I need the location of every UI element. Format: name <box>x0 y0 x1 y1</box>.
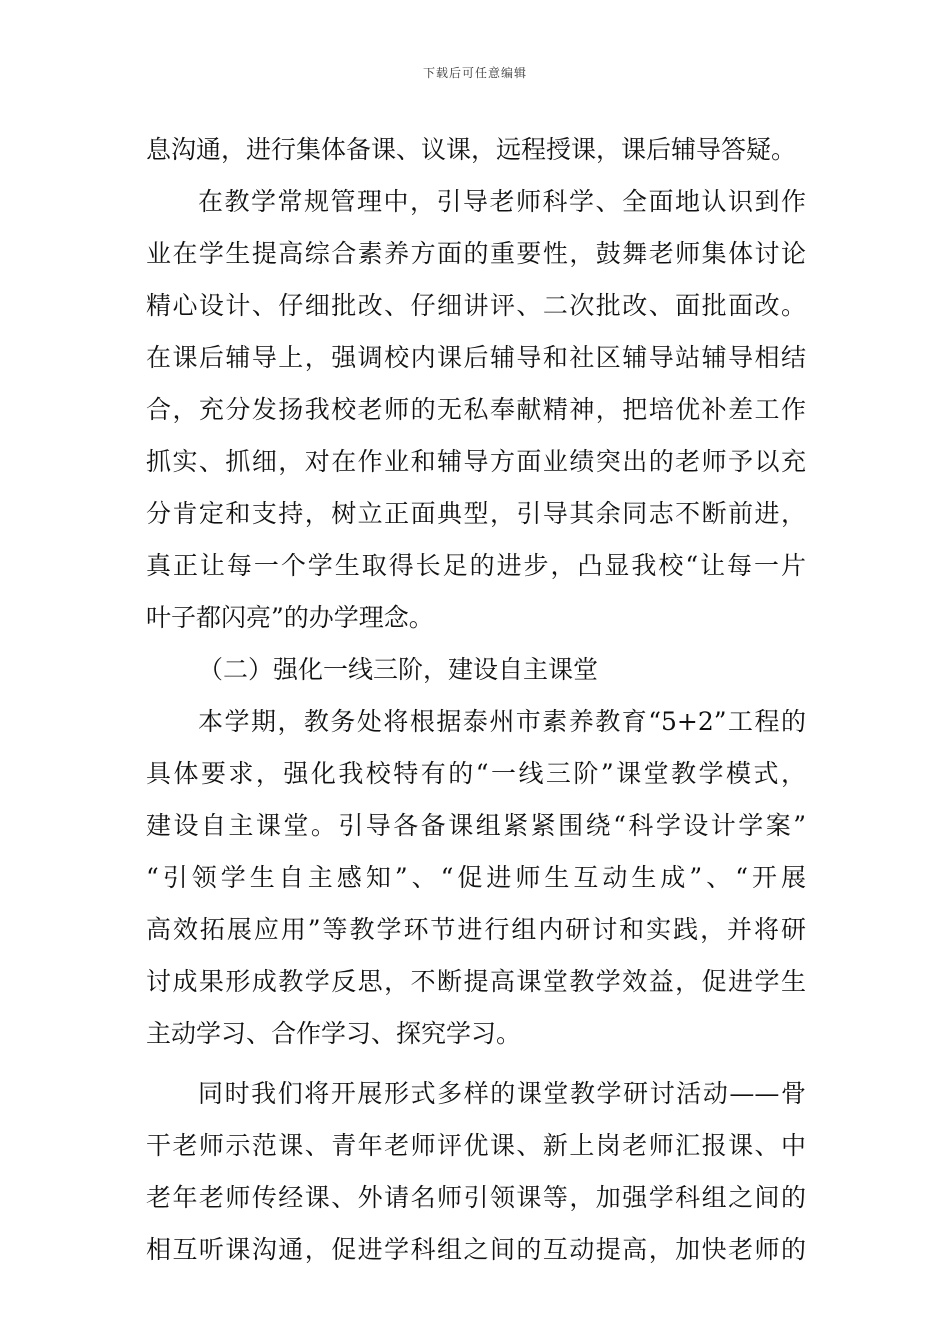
paragraph-line: 在教学常规管理中，引导老师科学、全面地认识到作 <box>198 187 806 216</box>
paragraph-line: 叶子都闪亮”的办学理念。 <box>146 603 434 632</box>
paragraph-line: 建设自主课堂。引导各备课组紧紧围绕“科学设计学案” <box>146 811 806 840</box>
paragraph-line: 业在学生提高综合素养方面的重要性，鼓舞老师集体讨论 <box>146 239 806 268</box>
paragraph-line: 主动学习、合作学习、探究学习。 <box>146 1019 522 1048</box>
page-header: 下载后可任意编辑 <box>422 66 527 80</box>
document-body <box>146 124 806 1276</box>
paragraph-line: 高效拓展应用”等教学环节进行组内研讨和实践，并将研 <box>146 915 806 944</box>
paragraph-line: 本学期，教务处将根据泰州市素养教育“5+2”工程的 <box>198 707 806 736</box>
paragraph-line: 在课后辅导上，强调校内课后辅导和社区辅导站辅导相结 <box>146 343 806 372</box>
paragraph-line: 真正让每一个学生取得长足的进步，凸显我校“让每一片 <box>146 551 806 580</box>
paragraph-line: “引领学生自主感知”、“促进师生互动生成”、“开展 <box>146 863 806 892</box>
paragraph-line: 老年老师传经课、外请名师引领课等，加强学科组之间的 <box>146 1183 806 1212</box>
paragraph-line: 讨成果形成教学反思，不断提高课堂教学效益，促进学生 <box>146 967 806 996</box>
paragraph-line: 精心设计、仔细批改、仔细讲评、二次批改、面批面改。 <box>146 291 806 320</box>
paragraph-line: 合，充分发扬我校老师的无私奉献精神，把培优补差工作 <box>146 395 806 424</box>
paragraph-line: 分肯定和支持，树立正面典型，引导其余同志不断前进， <box>146 499 806 528</box>
paragraph-line: 抓实、抓细，对在作业和辅导方面业绩突出的老师予以充 <box>146 447 806 476</box>
paragraph-line: 息沟通，进行集体备课、议课，远程授课，课后辅导答疑。 <box>146 135 797 164</box>
paragraph-line: 具体要求，强化我校特有的“一线三阶”课堂教学模式， <box>146 759 806 788</box>
paragraph-line: 同时我们将开展形式多样的课堂教学研讨活动——骨 <box>198 1079 806 1108</box>
section-heading: （二）强化一线三阶，建设自主课堂 <box>198 655 599 684</box>
paragraph-line: 干老师示范课、青年老师评优课、新上岗老师汇报课、中 <box>146 1131 806 1160</box>
paragraph-line: 相互听课沟通，促进学科组之间的互动提高，加快老师的 <box>146 1235 806 1264</box>
